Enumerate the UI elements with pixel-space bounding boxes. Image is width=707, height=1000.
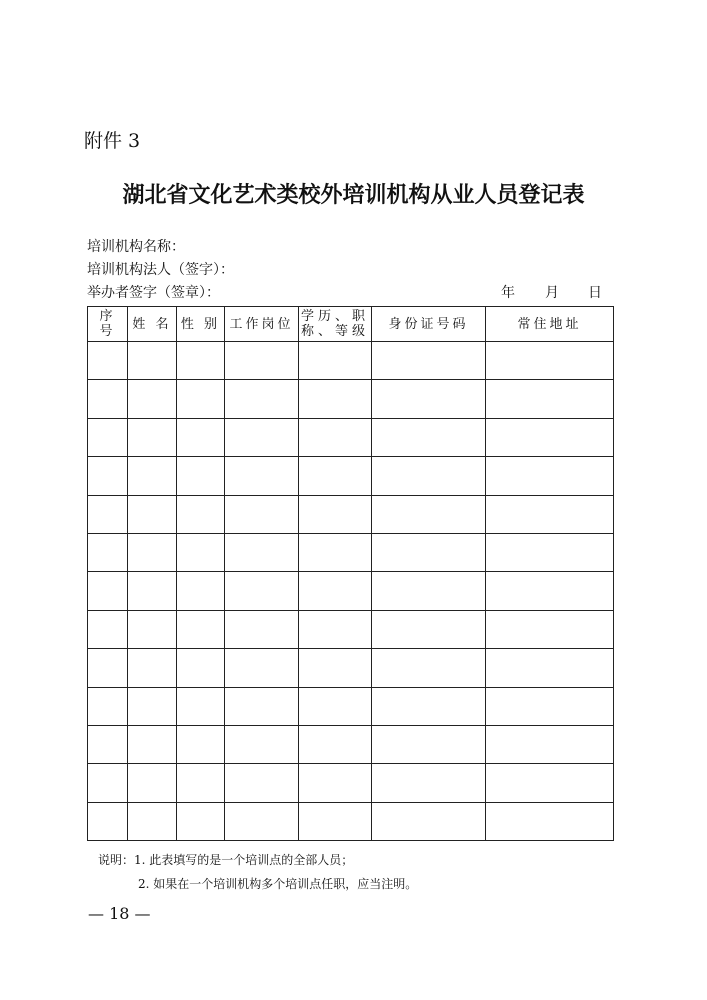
table-cell[interactable] — [486, 649, 614, 687]
table-cell[interactable] — [486, 687, 614, 725]
table-cell[interactable] — [299, 802, 372, 840]
table-cell[interactable] — [299, 725, 372, 763]
registration-table — [87, 306, 614, 841]
header-address: 常住地址 — [486, 307, 614, 342]
table-cell[interactable] — [299, 342, 372, 380]
table-cell[interactable] — [88, 610, 128, 648]
table-cell[interactable] — [372, 418, 486, 456]
table-cell[interactable] — [372, 572, 486, 610]
table-row — [88, 649, 614, 687]
table-cell[interactable] — [486, 380, 614, 418]
table-cell[interactable] — [128, 572, 177, 610]
table-cell[interactable] — [299, 418, 372, 456]
page-title: 湖北省文化艺术类校外培训机构从业人员登记表 — [122, 182, 585, 208]
table-row — [88, 572, 614, 610]
table-cell[interactable] — [88, 802, 128, 840]
table-cell[interactable] — [299, 610, 372, 648]
table-cell[interactable] — [486, 572, 614, 610]
table-cell[interactable] — [486, 764, 614, 802]
table-cell[interactable] — [486, 610, 614, 648]
table-cell[interactable] — [177, 725, 225, 763]
table-cell[interactable] — [372, 649, 486, 687]
table-cell[interactable] — [486, 802, 614, 840]
note-line-1: 说明：1. 此表填写的是一个培训点的全部人员； — [98, 853, 354, 867]
date-month: 月 — [545, 285, 559, 301]
table-cell[interactable] — [486, 495, 614, 533]
legal-person-field: 培训机构法人（签字）： — [87, 262, 234, 278]
table-cell[interactable] — [225, 533, 299, 571]
table-cell[interactable] — [486, 418, 614, 456]
header-serial-no: 序 号 — [88, 307, 128, 342]
header-education: 学历、职称、等级 — [299, 307, 372, 342]
table-cell[interactable] — [372, 687, 486, 725]
table-row — [88, 533, 614, 571]
table-cell[interactable] — [177, 380, 225, 418]
table-cell[interactable] — [177, 687, 225, 725]
table-cell[interactable] — [128, 342, 177, 380]
table-cell[interactable] — [128, 802, 177, 840]
header-gender: 性 别 — [177, 307, 225, 342]
table-cell[interactable] — [88, 687, 128, 725]
table-cell[interactable] — [128, 495, 177, 533]
table-cell[interactable] — [177, 418, 225, 456]
table-cell[interactable] — [225, 418, 299, 456]
table-cell[interactable] — [88, 342, 128, 380]
table-cell[interactable] — [225, 687, 299, 725]
table-cell[interactable] — [225, 380, 299, 418]
table-cell[interactable] — [128, 687, 177, 725]
table-cell[interactable] — [88, 418, 128, 456]
table-cell[interactable] — [177, 610, 225, 648]
table-cell[interactable] — [88, 380, 128, 418]
table-cell[interactable] — [486, 725, 614, 763]
table-cell[interactable] — [486, 457, 614, 495]
table-cell[interactable] — [128, 649, 177, 687]
table-cell[interactable] — [225, 610, 299, 648]
table-cell[interactable] — [128, 380, 177, 418]
table-cell[interactable] — [225, 457, 299, 495]
table-cell[interactable] — [88, 725, 128, 763]
table-cell[interactable] — [299, 572, 372, 610]
table-cell[interactable] — [225, 725, 299, 763]
table-cell[interactable] — [177, 649, 225, 687]
table-cell[interactable] — [128, 610, 177, 648]
table-cell[interactable] — [177, 457, 225, 495]
table-cell[interactable] — [88, 572, 128, 610]
table-cell[interactable] — [372, 342, 486, 380]
table-cell[interactable] — [372, 764, 486, 802]
header-position: 工作岗位 — [225, 307, 299, 342]
table-cell[interactable] — [225, 342, 299, 380]
table-cell[interactable] — [88, 533, 128, 571]
table-row — [88, 725, 614, 763]
table-cell[interactable] — [88, 649, 128, 687]
table-cell[interactable] — [225, 649, 299, 687]
table-cell[interactable] — [128, 725, 177, 763]
table-row — [88, 687, 614, 725]
table-cell[interactable] — [486, 342, 614, 380]
table-row — [88, 495, 614, 533]
table-cell[interactable] — [88, 764, 128, 802]
header-name: 姓 名 — [128, 307, 177, 342]
table-cell[interactable] — [177, 764, 225, 802]
table-cell[interactable] — [177, 495, 225, 533]
table-row — [88, 418, 614, 456]
table-row — [88, 380, 614, 418]
table-cell[interactable] — [128, 457, 177, 495]
table-cell[interactable] — [372, 533, 486, 571]
table-cell[interactable] — [372, 457, 486, 495]
table-cell[interactable] — [299, 687, 372, 725]
organizer-signature-field: 举办者签字（签章）： — [87, 285, 220, 301]
table-cell[interactable] — [225, 802, 299, 840]
table-row — [88, 342, 614, 380]
header-id-number: 身份证号码 — [372, 307, 486, 342]
table-cell[interactable] — [128, 418, 177, 456]
attachment-label: 附件 3 — [84, 130, 141, 152]
table-cell[interactable] — [372, 802, 486, 840]
table-row — [88, 610, 614, 648]
table-cell[interactable] — [88, 495, 128, 533]
table-header-row — [88, 307, 614, 342]
table-cell[interactable] — [177, 802, 225, 840]
notes — [98, 848, 417, 896]
table-cell[interactable] — [299, 764, 372, 802]
table-cell[interactable] — [177, 533, 225, 571]
table-cell[interactable] — [372, 495, 486, 533]
table-cell[interactable] — [372, 380, 486, 418]
table-cell[interactable] — [128, 764, 177, 802]
date-year: 年 — [501, 285, 515, 301]
table-row — [88, 764, 614, 802]
table-cell[interactable] — [486, 533, 614, 571]
table-cell[interactable] — [372, 610, 486, 648]
table-cell[interactable] — [299, 380, 372, 418]
table-cell[interactable] — [372, 725, 486, 763]
institution-name-field: 培训机构名称： — [87, 239, 185, 255]
table-cell[interactable] — [225, 572, 299, 610]
table-cell[interactable] — [177, 342, 225, 380]
table-cell[interactable] — [88, 457, 128, 495]
note-line-2: 2. 如果在一个培训机构多个培训点任职，应当注明。 — [138, 877, 418, 891]
table-cell[interactable] — [299, 495, 372, 533]
table-cell[interactable] — [225, 495, 299, 533]
table-cell[interactable] — [177, 572, 225, 610]
table-cell[interactable] — [299, 649, 372, 687]
table-row — [88, 802, 614, 840]
date-day: 日 — [588, 285, 602, 301]
table-cell[interactable] — [128, 533, 177, 571]
table-cell[interactable] — [299, 457, 372, 495]
page-number: — 18 — — [88, 904, 151, 923]
table-cell[interactable] — [299, 533, 372, 571]
table-row — [88, 457, 614, 495]
table-cell[interactable] — [225, 764, 299, 802]
